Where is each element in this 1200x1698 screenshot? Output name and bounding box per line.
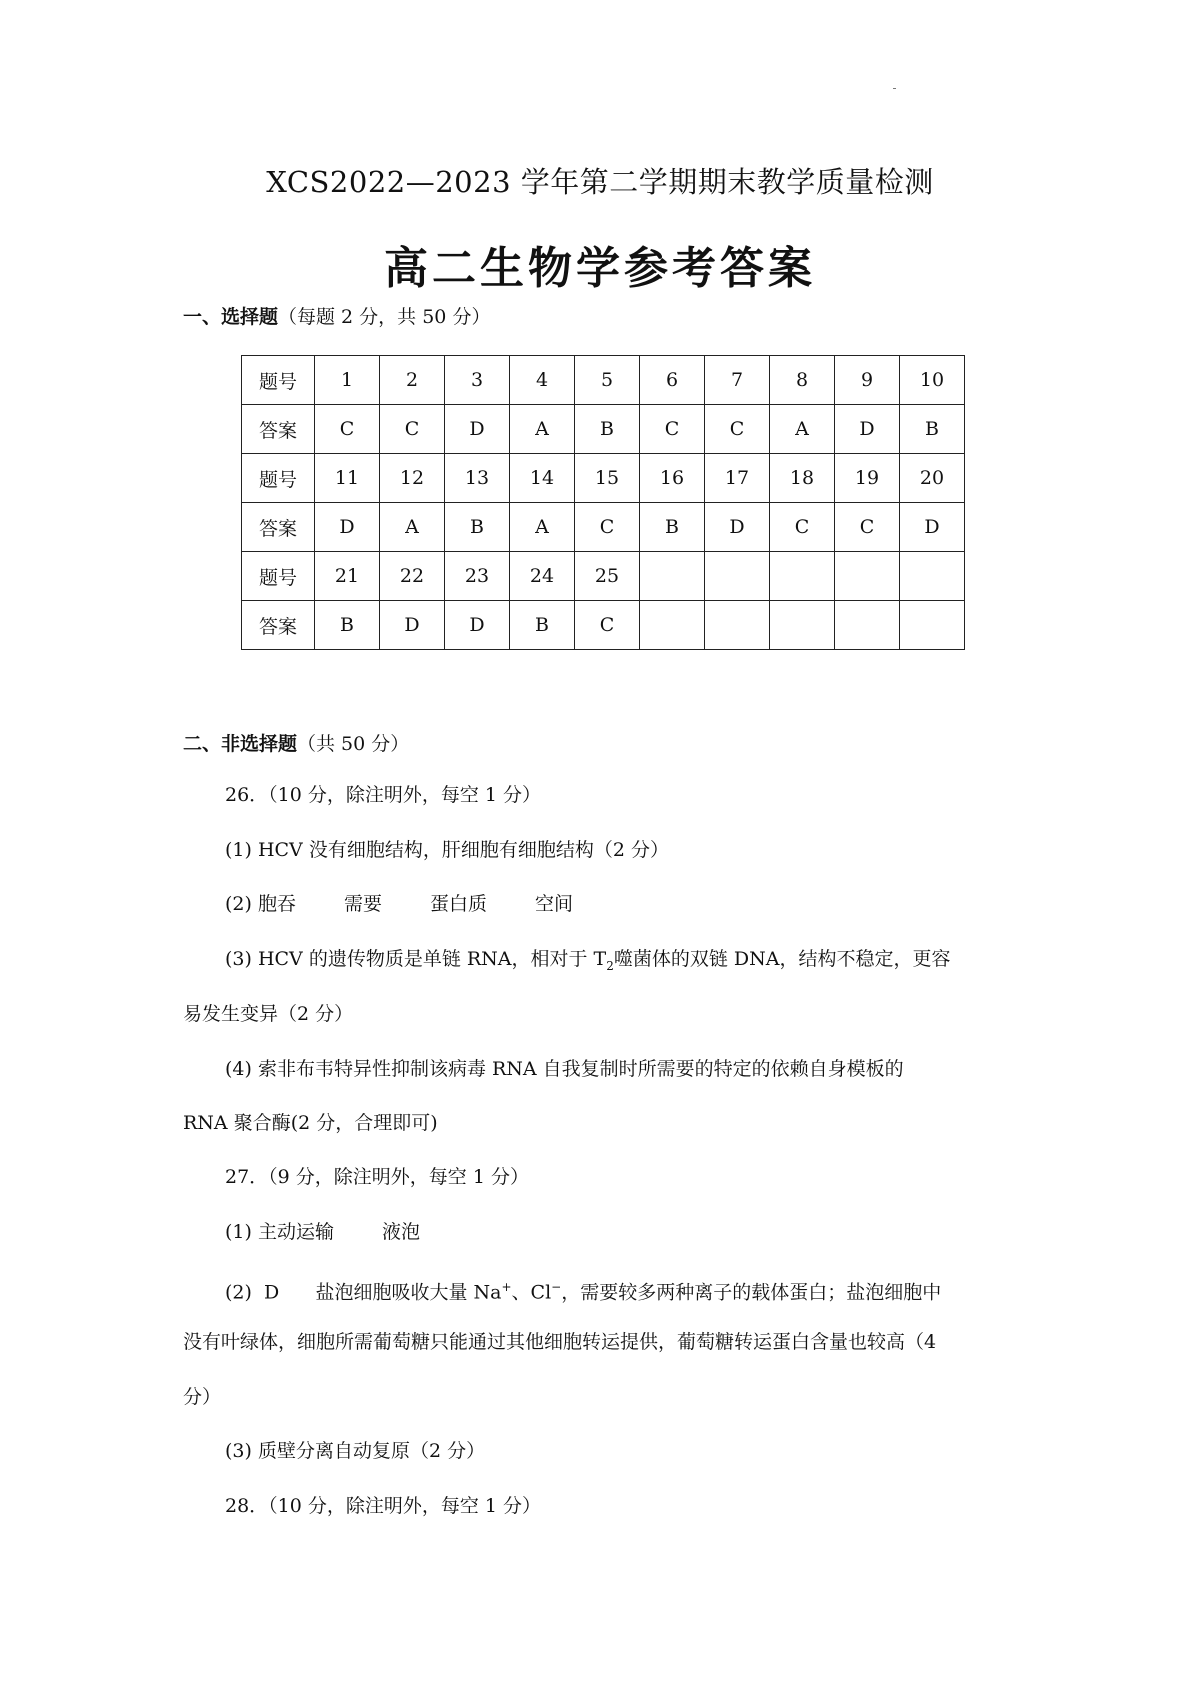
q27-header: 27．（9 分，除注明外，每空 1 分）	[225, 1166, 529, 1188]
q27-answer-1	[225, 1220, 420, 1244]
question-number-cell: 4	[510, 356, 575, 405]
table-row-numbers	[242, 454, 965, 503]
q26-answer-1: (1) HCV 没有细胞结构，肝细胞有细胞结构（2 分）	[225, 839, 669, 861]
page-title: 高二生物学参考答案	[384, 243, 816, 294]
answer-cell: D	[900, 503, 965, 552]
q27-a2-sup-1: +	[501, 1280, 512, 1294]
answer-cell: A	[380, 503, 445, 552]
question-number-cell: 7	[705, 356, 770, 405]
q27-answer-2-cont: 没有叶绿体，细胞所需葡萄糖只能通过其他细胞转运提供，葡萄糖转运蛋白含量也较高（4	[183, 1331, 937, 1353]
answer-cell: A	[510, 405, 575, 454]
answer-cell	[835, 601, 900, 650]
q26-answer-4: (4) 索非布韦特异性抑制该病毒 RNA 自我复制时所需要的特定的依赖自身模板的	[225, 1058, 904, 1080]
table-row-answers	[242, 601, 965, 650]
q26-answer-2	[225, 892, 573, 916]
answer-cell: C	[575, 503, 640, 552]
scan-speck	[893, 88, 896, 89]
q27-answer-2-cont2: 分）	[183, 1386, 222, 1408]
question-number-cell	[640, 552, 705, 601]
answer-cell	[705, 601, 770, 650]
answer-cell: C	[575, 601, 640, 650]
row-label: 答案	[242, 601, 315, 650]
question-number-cell: 12	[380, 454, 445, 503]
q26-blank-1: (2) 胞吞	[225, 893, 296, 915]
q27-blank-1: (1) 主动运输	[225, 1221, 334, 1243]
row-label: 答案	[242, 405, 315, 454]
question-number-cell: 24	[510, 552, 575, 601]
question-number-cell: 9	[835, 356, 900, 405]
answer-cell: C	[770, 503, 835, 552]
row-label: 题号	[242, 454, 315, 503]
answer-cell: B	[445, 503, 510, 552]
answer-cell	[900, 601, 965, 650]
q27-a2-sup-2: −	[551, 1280, 562, 1294]
question-number-cell	[705, 552, 770, 601]
question-number-cell: 13	[445, 454, 510, 503]
row-label: 题号	[242, 552, 315, 601]
answer-cell: C	[835, 503, 900, 552]
answer-cell	[770, 601, 835, 650]
q27-a2-text-2: 、Cl	[511, 1281, 552, 1304]
question-number-cell	[835, 552, 900, 601]
question-number-cell	[770, 552, 835, 601]
question-number-cell: 1	[315, 356, 380, 405]
q26-a3-text-1: (3) HCV 的遗传物质是单链 RNA，相对于 T	[225, 948, 607, 970]
question-number-cell: 23	[445, 552, 510, 601]
section-2-title: 二、非选择题	[183, 733, 298, 755]
question-number-cell: 19	[835, 454, 900, 503]
q27-answer-2	[225, 1275, 941, 1304]
answer-table	[241, 355, 965, 650]
answer-cell: C	[380, 405, 445, 454]
q27-blank-2: 液泡	[381, 1221, 420, 1243]
question-number-cell: 20	[900, 454, 965, 503]
question-number-cell: 18	[770, 454, 835, 503]
q26-a3-text-2: 噬菌体的双链 DNA，结构不稳定，更容	[613, 948, 951, 970]
q26-answer-4-cont: RNA 聚合酶(2 分，合理即可)	[183, 1112, 438, 1134]
question-number-cell: 3	[445, 356, 510, 405]
answer-cell: C	[705, 405, 770, 454]
section-2-note: （共 50 分）	[297, 733, 410, 755]
section-1-note: （每题 2 分，共 50 分）	[278, 306, 491, 328]
answer-cell: A	[770, 405, 835, 454]
answer-cell	[640, 601, 705, 650]
answer-cell: B	[900, 405, 965, 454]
q27-a2-text-3: ，需要较多两种离子的载体蛋白；盐泡细胞中	[561, 1281, 942, 1304]
exam-subtitle: XCS2022—2023 学年第二学期期末教学质量检测	[266, 165, 934, 199]
q27-answer-3: (3) 质壁分离自动复原（2 分）	[225, 1440, 486, 1462]
question-number-cell: 6	[640, 356, 705, 405]
row-label: 题号	[242, 356, 315, 405]
table-row-answers	[242, 503, 965, 552]
answer-cell: B	[640, 503, 705, 552]
table-row-numbers	[242, 552, 965, 601]
answer-cell: D	[705, 503, 770, 552]
answer-cell: B	[315, 601, 380, 650]
q26-answer-3-cont: 易发生变异（2 分）	[183, 1003, 354, 1025]
answer-cell: C	[315, 405, 380, 454]
section-1-title: 一、选择题	[183, 306, 279, 328]
q26-a3-subscript: 2	[606, 958, 614, 973]
question-number-cell: 11	[315, 454, 380, 503]
question-number-cell	[900, 552, 965, 601]
answer-cell: D	[380, 601, 445, 650]
table-row-numbers	[242, 356, 965, 405]
q28-header: 28．（10 分，除注明外，每空 1 分）	[225, 1495, 542, 1517]
answer-cell: D	[315, 503, 380, 552]
question-number-cell: 14	[510, 454, 575, 503]
answer-cell: D	[445, 601, 510, 650]
question-number-cell: 16	[640, 454, 705, 503]
section-2-heading	[183, 729, 409, 756]
question-number-cell: 25	[575, 552, 640, 601]
row-label: 答案	[242, 503, 315, 552]
q26-header: 26．（10 分，除注明外，每空 1 分）	[225, 784, 542, 806]
question-number-cell: 17	[705, 454, 770, 503]
answer-cell: C	[640, 405, 705, 454]
q26-blank-4: 空间	[535, 893, 574, 915]
question-number-cell: 10	[900, 356, 965, 405]
answer-cell: B	[510, 601, 575, 650]
question-number-cell: 8	[770, 356, 835, 405]
question-number-cell: 15	[575, 454, 640, 503]
q26-blank-3: 蛋白质	[429, 893, 487, 915]
question-number-cell: 5	[575, 356, 640, 405]
answer-cell: D	[445, 405, 510, 454]
answer-cell: D	[835, 405, 900, 454]
section-1-heading	[183, 302, 490, 329]
q27-a2-text-1: (2) D 盐泡细胞吸收大量 Na	[225, 1281, 502, 1304]
question-number-cell: 22	[380, 552, 445, 601]
q26-blank-2: 需要	[343, 893, 382, 915]
answer-cell: B	[575, 405, 640, 454]
q26-answer-3	[225, 947, 951, 978]
answer-cell: A	[510, 503, 575, 552]
question-number-cell: 2	[380, 356, 445, 405]
table-row-answers	[242, 405, 965, 454]
question-number-cell: 21	[315, 552, 380, 601]
